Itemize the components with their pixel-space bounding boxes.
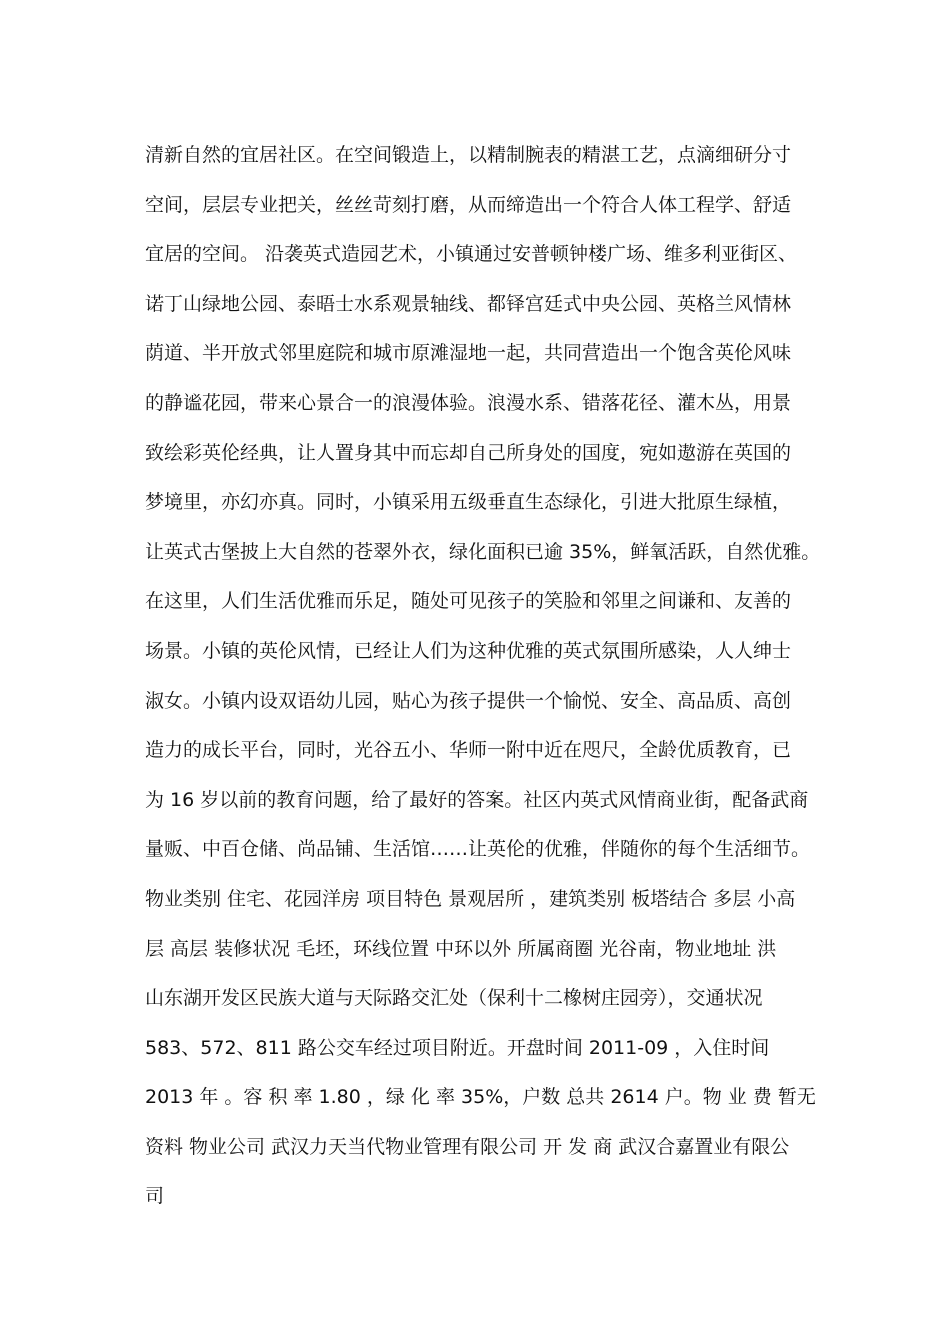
text-line: 物业类别 住宅、花园洋房 项目特色 景观居所 ，建筑类别 板塔结合 多层 小高 <box>145 887 796 910</box>
text-line: 2013 年 。容 积 率 1.80 ，绿 化 率 35%，户数 总共 2614 户。物 业 费 暂无 <box>145 1086 816 1109</box>
text-line: 资料 物业公司 武汉力天当代物业管理有限公司 开 发 商 武汉合嘉置业有限公 <box>145 1135 790 1158</box>
text-line: 为 16 岁以前的教育问题，给了最好的答案。社区内英式风情商业街，配备武商 <box>145 788 809 811</box>
text-line: 583、572、811 路公交车经过项目附近。开盘时间 2011-09 ，入住时间 <box>145 1036 770 1059</box>
body-text <box>145 131 825 1222</box>
text-line: 让英式古堡披上大自然的苍翠外衣，绿化面积已逾 35%，鲜氧活跃，自然优雅。 <box>145 540 821 563</box>
text-line: 致绘彩英伦经典，让人置身其中而忘却自己所身处的国度，宛如遨游在英国的 <box>145 441 792 464</box>
text-line: 山东湖开发区民族大道与天际路交汇处（保利十二橡树庄园旁），交通状况 <box>145 987 763 1010</box>
text-line: 梦境里，亦幻亦真。同时，小镇采用五级垂直生态绿化，引进大批原生绿植， <box>145 491 792 514</box>
text-line: 在这里，人们生活优雅而乐足，随处可见孩子的笑脸和邻里之间谦和、友善的 <box>145 590 792 613</box>
text-line: 宜居的空间。 沿袭英式造园艺术，小镇通过安普顿钟楼广场、维多利亚街区、 <box>145 243 798 266</box>
text-line: 场景。小镇的英伦风情，已经让人们为这种优雅的英式氛围所感染，人人绅士 <box>145 639 792 662</box>
text-line: 诺丁山绿地公园、泰晤士水系观景轴线、都铎宫廷式中央公园、英格兰风情林 <box>145 292 792 315</box>
text-line: 空间，层层专业把关，丝丝苛刻打磨，从而缔造出一个符合人体工程学、舒适 <box>145 193 792 216</box>
text-line: 层 高层 装修状况 毛坯，环线位置 中环以外 所属商圈 光谷南，物业地址 洪 <box>145 937 777 960</box>
text-line: 的静谧花园，带来心景合一的浪漫体验。浪漫水系、错落花径、灌木丛，用景 <box>145 391 792 414</box>
text-line: 清新自然的宜居社区。在空间锻造上，以精制腕表的精湛工艺，点滴细研分寸 <box>145 144 792 166</box>
text-line: 司 <box>145 1185 165 1208</box>
text-line: 量贩、中百仓储、尚品铺、生活馆……让英伦的优雅，伴随你的每个生活细节。 <box>145 838 811 861</box>
text-line: 荫道、半开放式邻里庭院和城市原滩湿地一起，共同营造出一个饱含英伦风味 <box>145 342 792 365</box>
text-line: 造力的成长平台，同时，光谷五小、华师一附中近在咫尺，全龄优质教育，已 <box>145 739 792 762</box>
text-line: 淑女。小镇内设双语幼儿园，贴心为孩子提供一个愉悦、安全、高品质、高创 <box>145 689 792 712</box>
